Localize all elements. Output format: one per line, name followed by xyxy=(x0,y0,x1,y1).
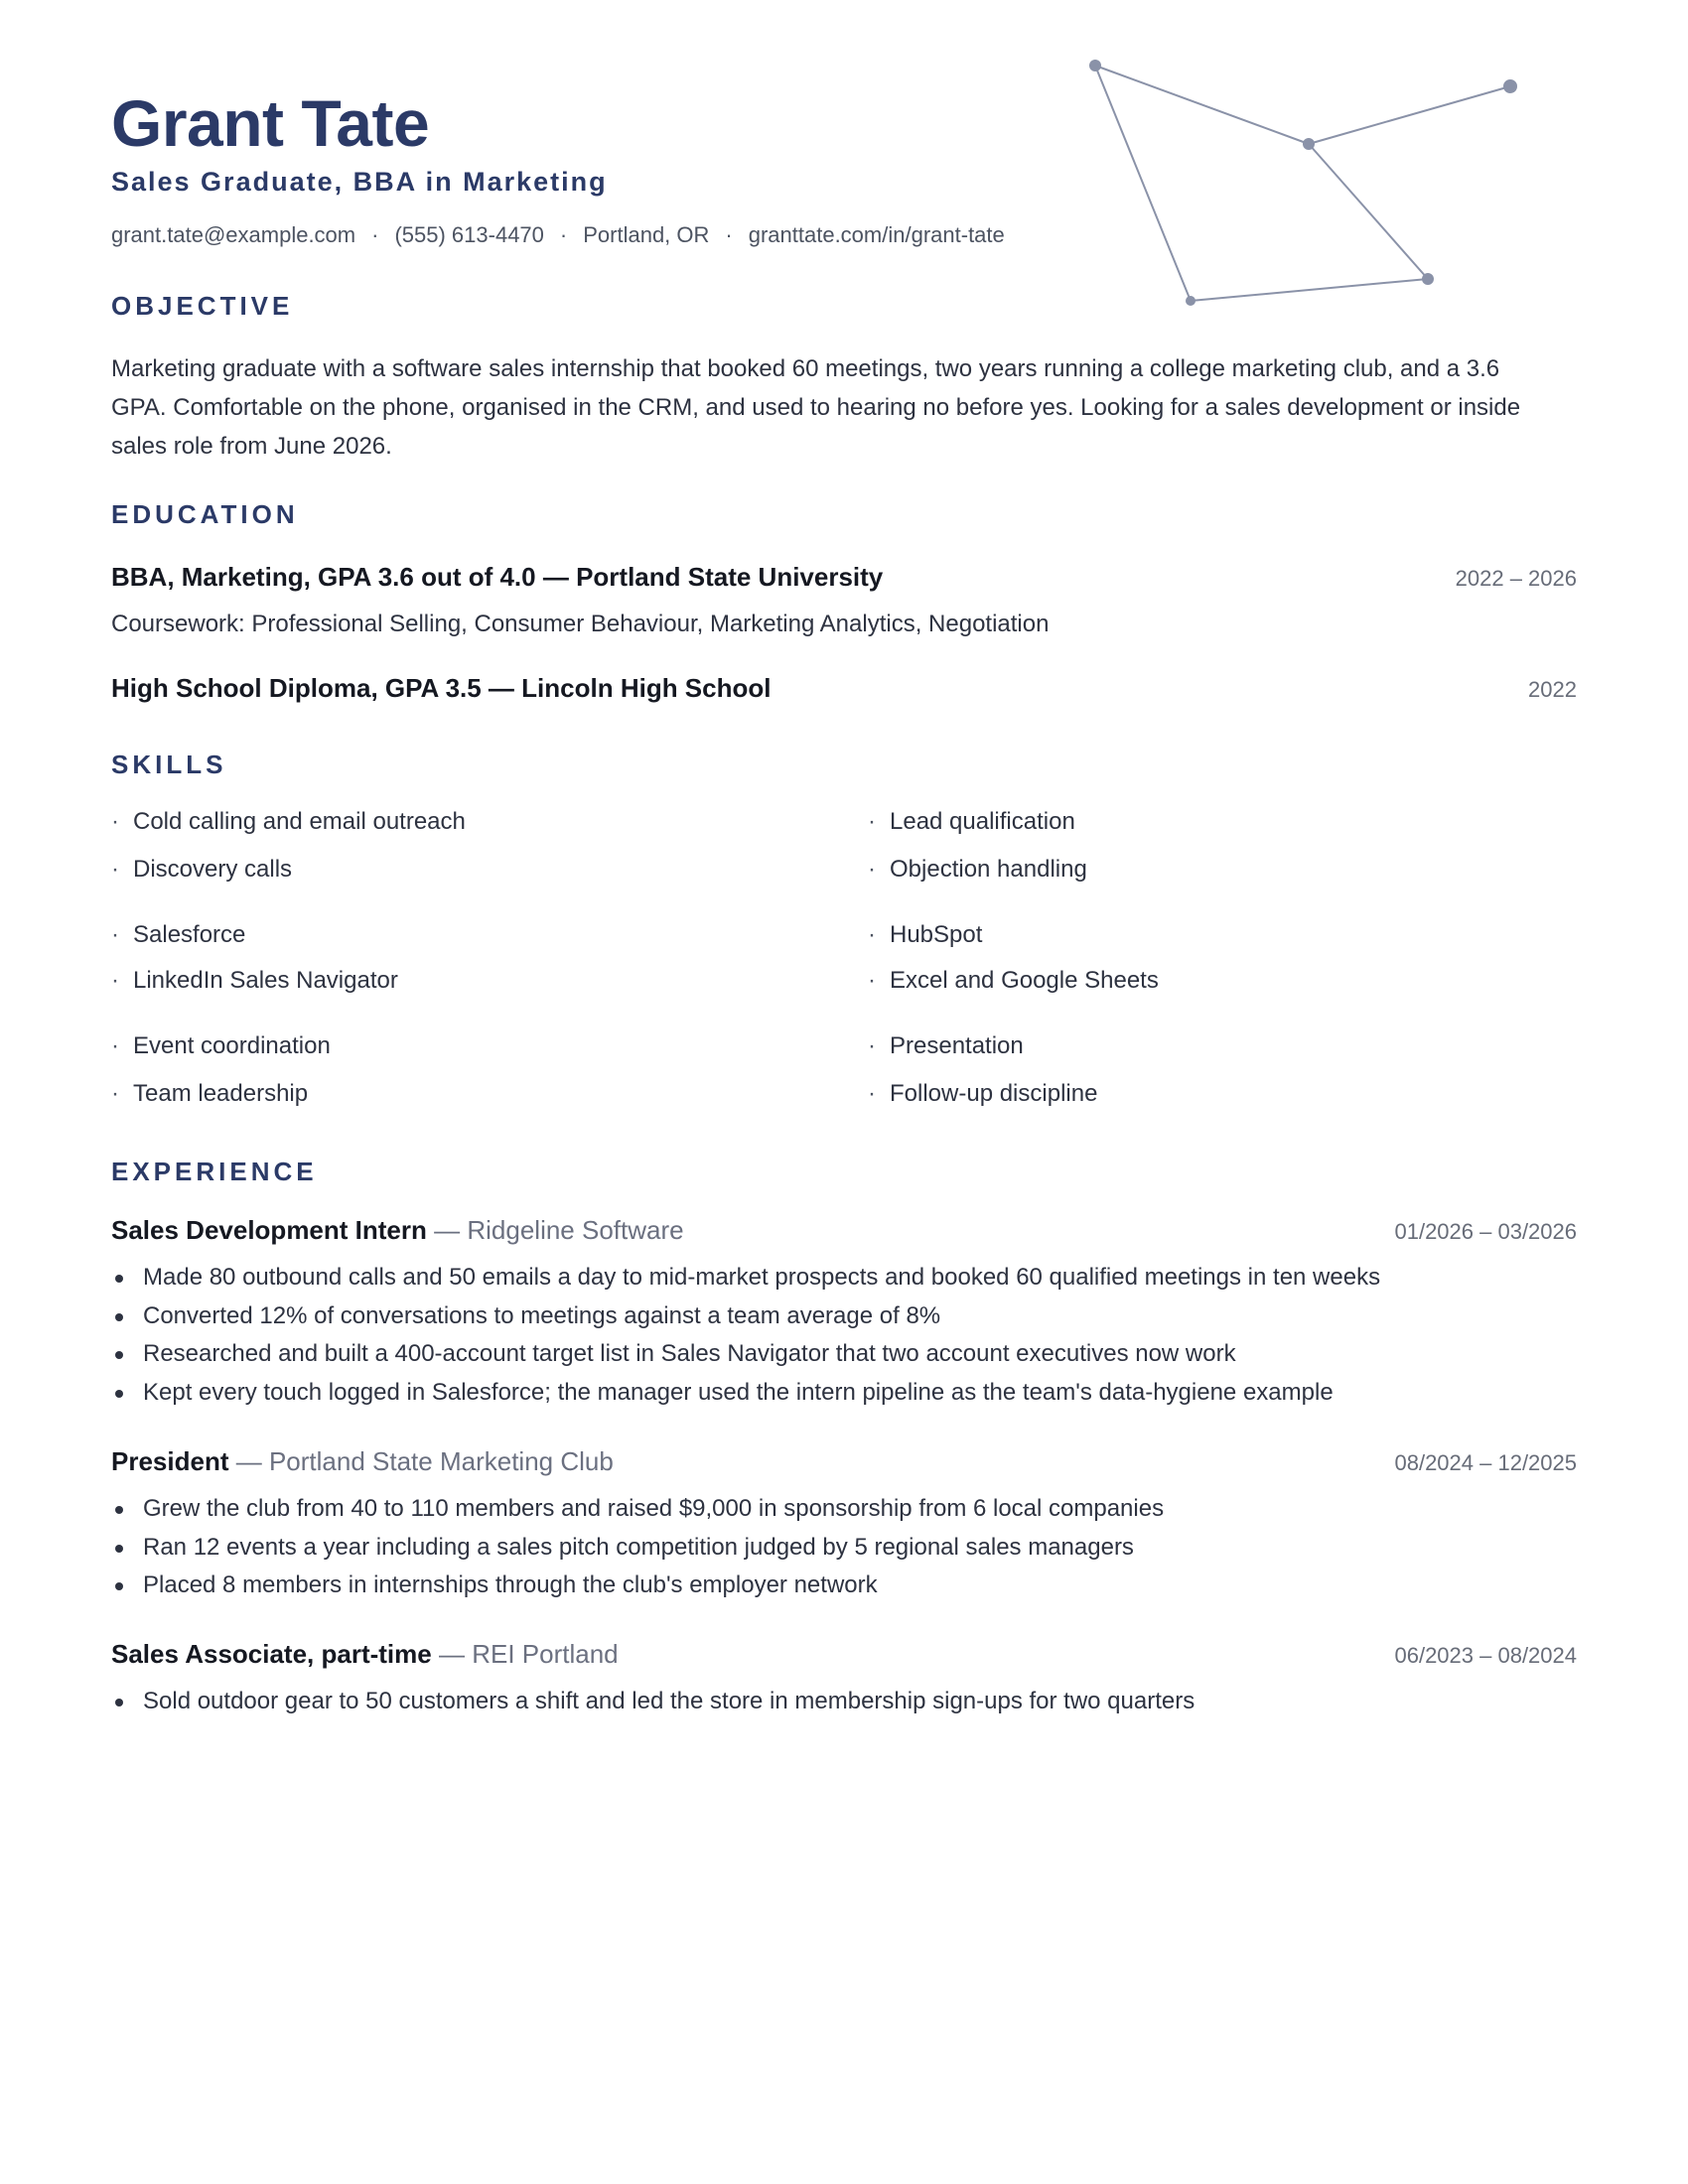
experience-dash: — xyxy=(434,1215,461,1245)
experience-bullets xyxy=(111,1683,1577,1721)
network-node xyxy=(1089,60,1101,71)
objective-text: Marketing graduate with a software sales internship that booked 60 meetings, two years running a college marketing club, and a 3.6 GPA. Comfortable on the phone, organised in the CRM, and used to hearing no before yes. Looking for a sales development or inside sales role from June 2026. xyxy=(111,355,1521,460)
skill-item: · Event coordination xyxy=(111,1032,331,1059)
experience-bullet: Converted 12% of conversations to meetings against a team average of 8% xyxy=(111,1297,1577,1336)
network-node xyxy=(1303,138,1315,150)
experience-dash: — xyxy=(438,1639,465,1669)
education-entry xyxy=(111,560,1577,594)
contact-separator: · xyxy=(725,222,733,247)
skill-item: · Cold calling and email outreach xyxy=(111,808,466,835)
experience-dash: — xyxy=(235,1446,262,1476)
contact-location: Portland, OR xyxy=(583,222,710,247)
experience-bullet: Placed 8 members in internships through the club's employer network xyxy=(111,1567,1577,1605)
contact-line xyxy=(111,220,1005,250)
education-coursework: Coursework: Professional Selling, Consumer Behaviour, Marketing Analytics, Negotiation xyxy=(111,611,1050,637)
experience-bullet: Sold outdoor gear to 50 customers a shift and led the store in membership sign-ups for two quarters xyxy=(111,1683,1577,1721)
contact-phone[interactable]: (555) 613-4470 xyxy=(394,222,544,247)
experience-dates: 06/2023 – 08/2024 xyxy=(1394,1643,1577,1668)
section-title-experience: EXPERIENCE xyxy=(111,1157,318,1186)
education-entry xyxy=(111,671,1577,705)
experience-entry-header xyxy=(111,1444,1577,1478)
experience-company: Portland State Marketing Club xyxy=(268,1446,614,1476)
resume-page xyxy=(111,0,1577,2184)
section-title-education: EDUCATION xyxy=(111,499,299,529)
experience-bullets xyxy=(111,1490,1577,1605)
contact-separator: · xyxy=(371,222,379,247)
education-degree: BBA, Marketing, GPA 3.6 out of 4.0 — Portland State University xyxy=(111,562,884,592)
skill-item: · Objection handling xyxy=(868,856,1087,883)
experience-bullet: Researched and built a 400-account target list in Sales Navigator that two account executives now work xyxy=(111,1335,1577,1374)
candidate-headline: Sales Graduate, BBA in Marketing xyxy=(111,167,608,197)
experience-bullets xyxy=(111,1259,1577,1412)
contact-email[interactable]: grant.tate@example.com xyxy=(111,222,356,247)
experience-role: Sales Development Intern xyxy=(111,1215,427,1245)
education-degree: High School Diploma, GPA 3.5 — Lincoln High School xyxy=(111,673,772,703)
experience-role-line xyxy=(111,1637,619,1671)
education-dates: 2022 – 2026 xyxy=(1455,566,1577,591)
network-node xyxy=(1186,296,1196,306)
skill-item: · Presentation xyxy=(868,1032,1024,1059)
experience-company: Ridgeline Software xyxy=(467,1215,684,1245)
skill-item: · Discovery calls xyxy=(111,856,293,883)
experience-entry-header xyxy=(111,1637,1577,1671)
experience-bullet: Kept every touch logged in Salesforce; the manager used the intern pipeline as the team's data-hygiene example xyxy=(111,1374,1577,1413)
skill-item: · Team leadership xyxy=(111,1080,309,1107)
skill-item: · Salesforce xyxy=(111,921,246,948)
experience-bullet: Grew the club from 40 to 110 members and raised $9,000 in sponsorship from 6 local companies xyxy=(111,1490,1577,1529)
network-node xyxy=(1422,273,1434,285)
experience-company: REI Portland xyxy=(472,1639,619,1669)
experience-role-line xyxy=(111,1213,684,1247)
skill-item: · LinkedIn Sales Navigator xyxy=(111,967,398,994)
skill-item: · Lead qualification xyxy=(868,808,1075,835)
experience-dates: 08/2024 – 12/2025 xyxy=(1394,1450,1577,1475)
skill-item: · Excel and Google Sheets xyxy=(868,967,1159,994)
experience-bullet: Ran 12 events a year including a sales pitch competition judged by 5 regional sales managers xyxy=(111,1529,1577,1568)
experience-bullet: Made 80 outbound calls and 50 emails a day to mid-market prospects and booked 60 qualified meetings in ten weeks xyxy=(111,1259,1577,1297)
experience-dates: 01/2026 – 03/2026 xyxy=(1394,1219,1577,1244)
network-node xyxy=(1503,79,1517,93)
candidate-name: Grant Tate xyxy=(111,86,430,160)
skill-item: · Follow-up discipline xyxy=(868,1080,1098,1107)
contact-separator: · xyxy=(559,222,568,247)
experience-entry-header xyxy=(111,1213,1577,1247)
contact-website[interactable]: granttate.com/in/grant-tate xyxy=(748,222,1005,247)
experience-role: Sales Associate, part-time xyxy=(111,1639,432,1669)
experience-role: President xyxy=(111,1446,229,1476)
section-title-skills: SKILLS xyxy=(111,750,227,779)
skill-item: · HubSpot xyxy=(868,921,983,948)
section-title-objective: OBJECTIVE xyxy=(111,291,294,321)
experience-role-line xyxy=(111,1444,614,1478)
education-dates: 2022 xyxy=(1528,677,1577,702)
